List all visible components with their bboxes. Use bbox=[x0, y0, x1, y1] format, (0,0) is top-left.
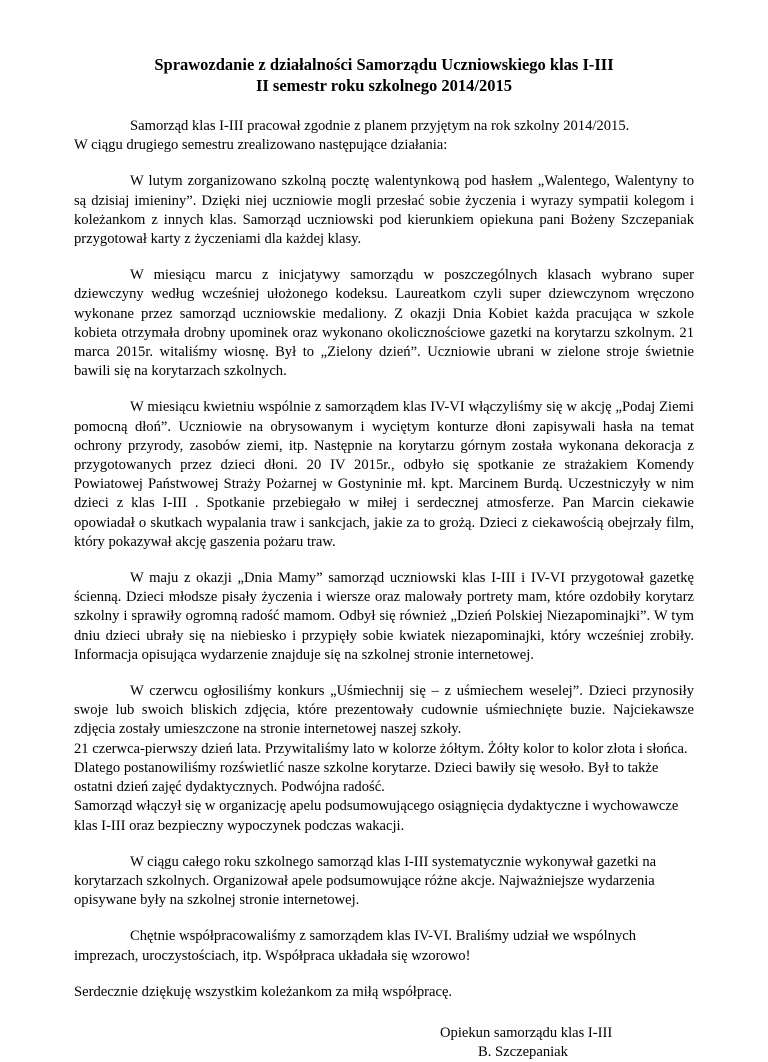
signature-role: Opiekun samorządu klas I-III bbox=[440, 1024, 613, 1041]
paragraph-june-contest: W czerwcu ogłosiliśmy konkurs „Uśmiechnij się – z uśmiechem weselej”. Dzieci przynosiły swoje lub swoich bliskich zdjęcia, które prezentowały cudownie uśmiechnięte buzie. Najciekawsze zdjęcia zostały umieszczone na stronie internetowej naszej szkoły. bbox=[74, 683, 694, 738]
title-line-2: II semestr roku szkolnego 2014/2015 bbox=[255, 76, 513, 95]
title-line-1: Sprawozdanie z działalności Samorządu Uczniowskiego klas I-III bbox=[154, 55, 614, 74]
intro-paragraph bbox=[74, 117, 694, 155]
signature-block bbox=[440, 1024, 694, 1062]
paragraph-june-summer: 21 czerwca-pierwszy dzień lata. Przywitaliśmy lato w kolorze żółtym. Żółty kolor to kolor złota i słońca. Dlatego postanowiliśmy rozświetlić nasze szkolne korytarze. Dzieci bawiły się wesoło. Był to także ostatni dzień zajęć dydaktycznych. Podwójna radość. bbox=[74, 740, 688, 796]
paragraph-may: W maju z okazji „Dnia Mamy” samorząd uczniowski klas I-III i IV-VI przygotował gazetkę ścienną. Dzieci młodsze pisały życzenia i wiersze oraz malowały portrety mam, które ozdobiły korytarz szkolny i sprawiły ogromną radość mamom. Odbył się również „Dzień Polskiej Niezapominajki”. W tym dniu dzieci ubrały się na niebiesko i przypięły sobie kwiatek niezapominajki, który wcześniej zrobiły. Informacja opisująca wydarzenie znajduje się na szkolnej stronie internetowej. bbox=[74, 570, 694, 663]
document-title bbox=[74, 54, 694, 96]
intro-line-2: W ciągu drugiego semestru zrealizowano następujące działania: bbox=[74, 137, 448, 154]
paragraph-june bbox=[74, 682, 694, 836]
thanks-line: Serdecznie dziękuję wszystkim koleżankom za miłą współpracę. bbox=[74, 983, 453, 1000]
signature-name: B. Szczepaniak bbox=[478, 1044, 568, 1061]
intro-line-1: Samorząd klas I-III pracował zgodnie z planem przyjętym na rok szkolny 2014/2015. bbox=[130, 118, 630, 134]
paragraph-cooperation: Chętnie współpracowaliśmy z samorządem klas IV-VI. Braliśmy udział we wspólnych imprezach, uroczystościach, itp. Współpraca układała się wzorowo! bbox=[74, 928, 637, 964]
paragraph-february: W lutym zorganizowano szkolną pocztę walentynkową pod hasłem „Walentego, Walentyny to są dzisiaj imieniny”. Dzięki niej uczniowie mogli przesłać sobie życzenia i wyrazy sympatii kolegom i koleżankom z innych klas. Samorząd uczniowski pod kierunkiem opiekuna pani Bożeny Szczepaniak przygotował karty z życzeniami dla każdej klasy. bbox=[74, 173, 694, 248]
paragraph-april: W miesiącu kwietniu wspólnie z samorządem klas IV-VI włączyliśmy się w akcję „Podaj Ziemi pomocną dłoń”. Uczniowie na obrysowanym i wyciętym konturze dłoni zapisywali hasła na temat ochrony przyrody, zasobów ziemi, itp. Następnie na korytarzu górnym została wykonana dekoracja z przygotowanych przez dzieci dłoni. 20 IV 2015r., odbyło się spotkanie ze strażakiem Komendy Powiatowej Państwowej Straży Pożarnej w Gostyninie mł. kpt. Marcinem Burdą. Uczestniczyły w nim dzieci z klas I-III . Spotkanie przebiegało w miłej i serdecznej atmosferze. Pan Marcin ciekawie opowiadał o skutkach wypalania traw i sankcjach, jakie za to grożą. Dzieci z ciekawością obejrzały film, który pokazywał akcję gaszenia pożaru traw. bbox=[74, 399, 694, 550]
paragraph-march: W miesiącu marcu z inicjatywy samorządu w poszczególnych klasach wybrano super dziewczyny według wcześniej ułożonego kodeksu. Laureatkom czyli super dziewczynom wręczono wykonane przez samorząd uczniowskie medaliony. Z okazji Dnia Kobiet każda pracująca w szkole kobieta otrzymała drobny upominek oraz wykonano okolicznościowe gazetki na korytarzu szkolnym. 21 marca 2015r. witaliśmy wiosnę. Był to „Zielony dzień”. Uczniowie ubrani w zielone stroje świetnie bawili się na korytarzach szkolnych. bbox=[74, 267, 694, 380]
document-body bbox=[74, 117, 694, 1002]
paragraph-june-assembly: Samorząd włączył się w organizację apelu podsumowującego osiągnięcia dydaktyczne i wychowawcze klas I-III oraz bezpieczny wypoczynek podczas wakacji. bbox=[74, 798, 679, 834]
paragraph-school-year: W ciągu całego roku szkolnego samorząd klas I-III systematycznie wykonywał gazetki na korytarzach szkolnych. Organizował apele podsumowujące różne akcje. Najważniejsze wydarzenia opisywane były na szkolnej stronie internetowej. bbox=[74, 853, 657, 909]
